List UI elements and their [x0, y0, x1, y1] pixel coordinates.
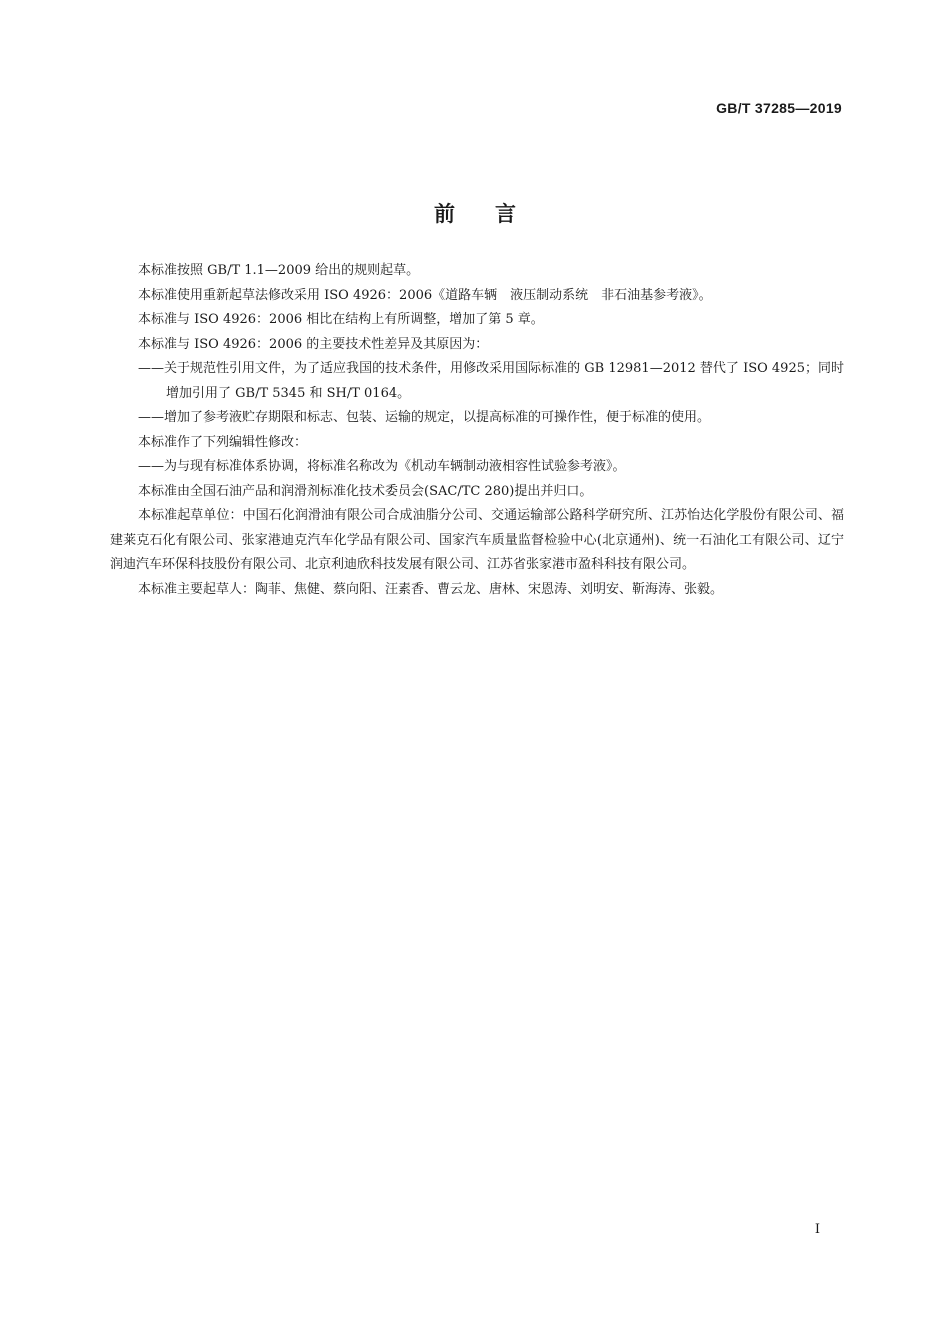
page-number: I: [814, 1222, 820, 1237]
foreword-body: [110, 259, 844, 602]
list-item-normative-references: ——关于规范性引用文件，为了适应我国的技术条件，用修改采用国际标准的 GB 12981—2012 替代了 ISO 4925；同时增加引用了 GB/T 5345 和 SH/T 0164。: [138, 361, 844, 401]
list-item-title-change: ——为与现有标准体系协调，将标准名称改为《机动车辆制动液相容性试验参考液》。: [138, 459, 626, 474]
standard-number: GB/T 37285—2019: [716, 100, 842, 116]
paragraph-drafting-units: 本标准起草单位：中国石化润滑油有限公司合成油脂分公司、交通运输部公路科学研究所、江苏怡达化学股份有限公司、福建莱克石化有限公司、张家港迪克汽车化学品有限公司、国家汽车质量监督检验中心(北京通州)、统一石油化工有限公司、辽宁润迪汽车环保科技股份有限公司、北京利迪欣科技发展有限公司、江苏省张家港市盈科科技有限公司。: [110, 508, 844, 572]
paragraph-drafting-rules: 本标准按照 GB/T 1.1—2009 给出的规则起草。: [138, 263, 420, 278]
paragraph-structure-change: 本标准与 ISO 4926：2006 相比在结构上有所调整，增加了第 5 章。: [138, 312, 544, 327]
list-item-storage-rules: ——增加了参考液贮存期限和标志、包装、运输的规定，以提高标准的可操作性，便于标准的使用。: [138, 410, 711, 425]
paragraph-editorial-changes: 本标准作了下列编辑性修改：: [138, 434, 308, 450]
paragraph-technical-differences: 本标准与 ISO 4926：2006 的主要技术性差异及其原因为：: [138, 336, 489, 352]
paragraph-drafters: 本标准主要起草人：陶菲、焦健、蔡向阳、汪素香、曹云龙、唐林、宋恩涛、刘明安、靳海涛、张毅。: [138, 581, 724, 597]
paragraph-committee: 本标准由全国石油产品和润滑剂标准化技术委员会(SAC/TC 280)提出并归口。: [138, 483, 593, 499]
page-title: 前言: [434, 202, 556, 227]
paragraph-adoption: 本标准使用重新起草法修改采用 ISO 4926：2006《道路车辆 液压制动系统 非石油基参考液》。: [138, 287, 712, 303]
